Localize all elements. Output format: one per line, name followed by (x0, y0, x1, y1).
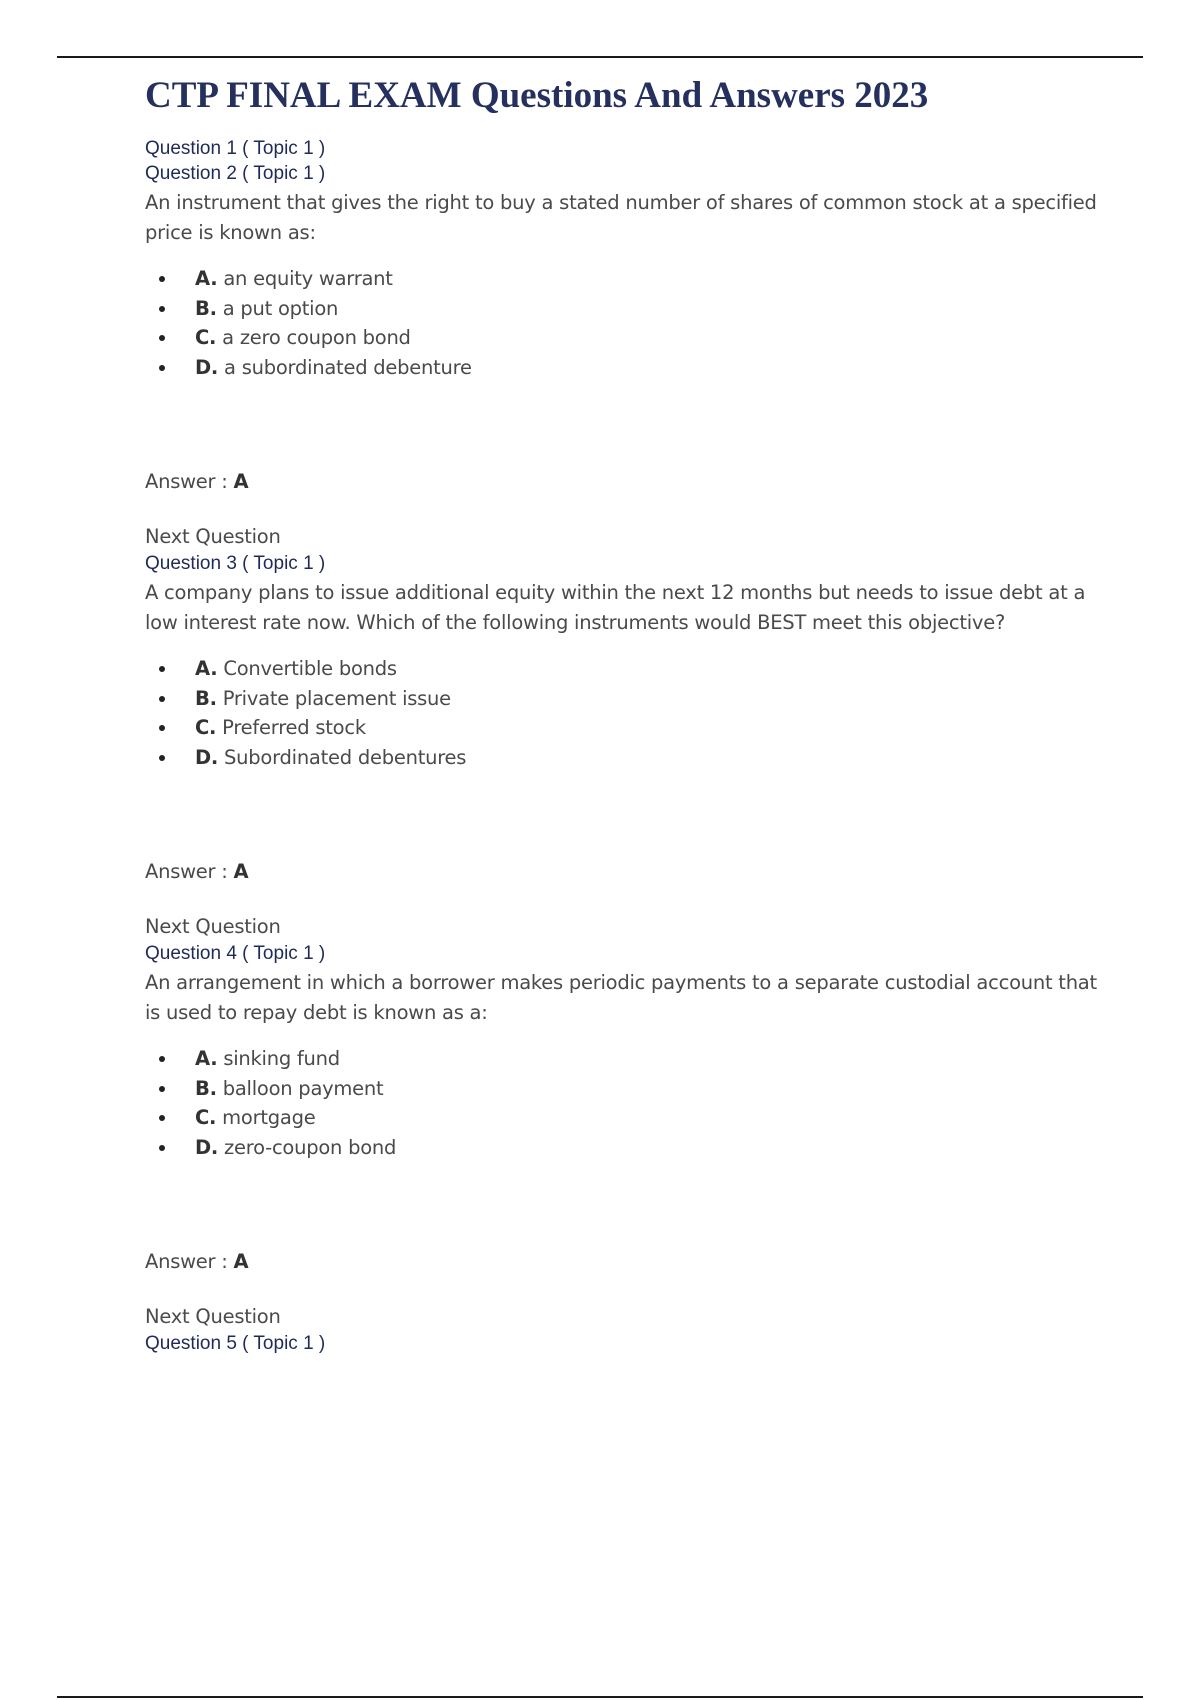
option-item (145, 323, 1105, 353)
answer-options (145, 264, 1105, 382)
question-topic-label: Question 5 ( Topic 1 ) (145, 1333, 326, 1354)
option-item (145, 264, 1105, 294)
question-block (145, 968, 1105, 1356)
answer-options (145, 654, 1105, 772)
next-question-label: Next Question (145, 1305, 281, 1328)
answer-label: Answer : (145, 1250, 234, 1273)
bullet-icon (159, 335, 165, 341)
option-item (145, 294, 1105, 324)
question-topic-label: Question 2 ( Topic 1 ) (145, 163, 326, 184)
option-letter: A. (195, 267, 218, 290)
bullet-icon (159, 696, 165, 702)
option-item (145, 1103, 1105, 1133)
question-topic-label: Question 3 ( Topic 1 ) (145, 553, 326, 574)
option-letter: D. (195, 745, 219, 769)
option-item (145, 684, 1105, 714)
next-question-label: Next Question (145, 525, 281, 548)
top-rule (57, 56, 1143, 58)
option-letter: C. (195, 326, 217, 349)
question-stem: An arrangement in which a borrower makes periodic payments to a separate custodial account that is used to repay debt is known as a: (145, 971, 1097, 1024)
option-text: sinking fund (217, 1047, 340, 1070)
option-text: an equity warrant (217, 267, 393, 290)
answer-line (145, 857, 1105, 887)
option-item (145, 713, 1105, 743)
question-stem: An instrument that gives the right to buy a stated number of shares of common stock at a specified price is known as: (145, 191, 1097, 244)
option-letter: B. (195, 296, 217, 320)
question-topic-label: Question 4 ( Topic 1 ) (145, 943, 326, 964)
answer-label: Answer : (145, 860, 234, 883)
bullet-icon (159, 276, 165, 282)
bullet-icon (159, 306, 165, 312)
option-text: Private placement issue (216, 686, 451, 710)
option-item (145, 353, 1105, 383)
document-page (145, 70, 1105, 1356)
answer-label: Answer : (145, 470, 234, 493)
bullet-icon (159, 1086, 165, 1092)
bullet-icon (159, 666, 165, 672)
option-item (145, 654, 1105, 684)
answer-value: A (233, 860, 249, 883)
option-letter: A. (195, 1047, 218, 1070)
option-text: balloon payment (216, 1076, 384, 1100)
option-text: Preferred stock (216, 716, 366, 739)
option-letter: B. (195, 1076, 217, 1100)
question-block (145, 578, 1105, 966)
question-block (145, 188, 1105, 576)
next-question-label: Next Question (145, 915, 281, 938)
option-text: a zero coupon bond (216, 326, 411, 349)
option-item (145, 743, 1105, 773)
option-letter: C. (195, 716, 217, 739)
option-letter: D. (195, 355, 219, 379)
option-text: Convertible bonds (217, 657, 397, 680)
bullet-icon (159, 1056, 165, 1062)
answer-line (145, 467, 1105, 497)
option-text: Subordinated debentures (218, 745, 467, 769)
option-text: a put option (216, 296, 339, 320)
question-topic-label: Question 1 ( Topic 1 ) (145, 138, 326, 159)
bottom-rule (57, 1696, 1143, 1698)
bullet-icon (159, 755, 165, 761)
answer-value: A (233, 1250, 249, 1273)
option-text: zero-coupon bond (218, 1135, 397, 1159)
bullet-icon (159, 1145, 165, 1151)
question-stem: A company plans to issue additional equity within the next 12 months but needs to issue debt at a low interest rate now. Which of the following instruments would BEST meet this objective? (145, 581, 1086, 634)
option-item (145, 1133, 1105, 1163)
bullet-icon (159, 365, 165, 371)
bullet-icon (159, 725, 165, 731)
option-text: mortgage (216, 1106, 316, 1129)
option-letter: A. (195, 657, 218, 680)
title-spacer (145, 122, 1105, 136)
option-letter: C. (195, 1106, 217, 1129)
option-item (145, 1074, 1105, 1104)
answer-value: A (233, 470, 249, 493)
option-letter: D. (195, 1135, 219, 1159)
document-title: CTP FINAL EXAM Questions And Answers 2023 (145, 75, 929, 116)
bullet-icon (159, 1115, 165, 1121)
option-item (145, 1044, 1105, 1074)
option-text: a subordinated debenture (218, 355, 472, 379)
answer-options (145, 1044, 1105, 1162)
answer-line (145, 1247, 1105, 1277)
option-letter: B. (195, 686, 217, 710)
